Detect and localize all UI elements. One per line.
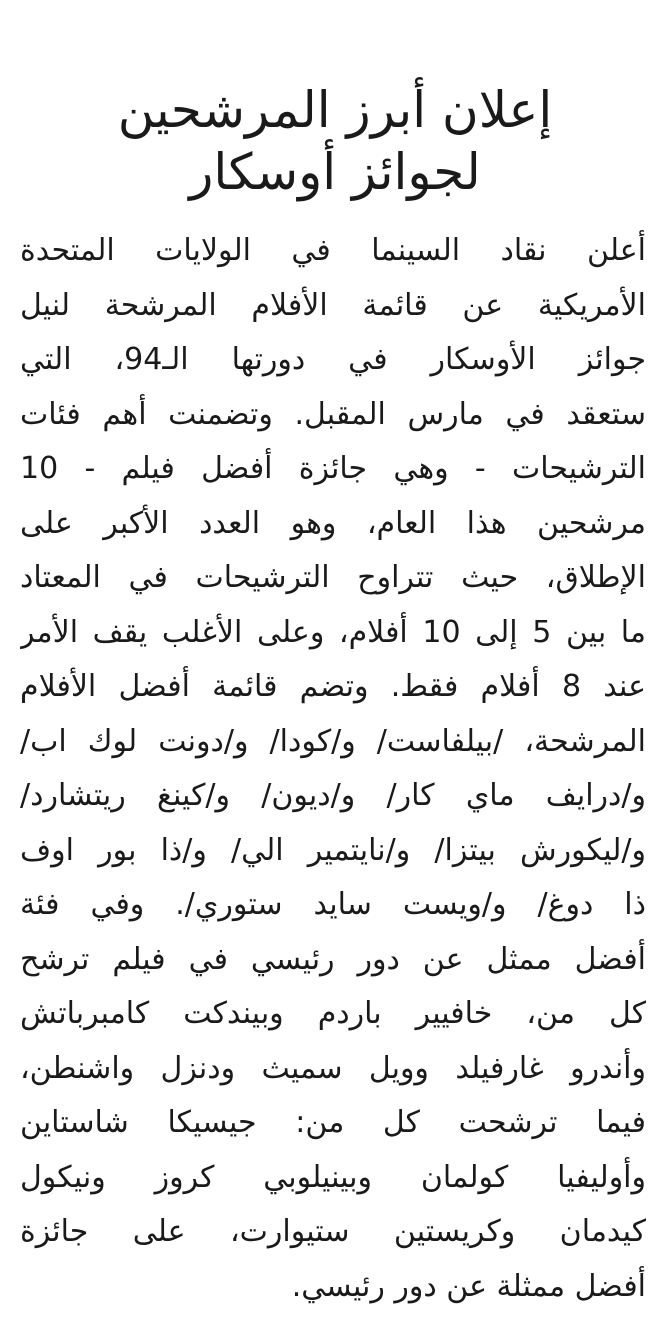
article-body [20, 224, 646, 1314]
headline-line-2: لجوائز أوسكار [189, 143, 481, 202]
body-line-16: وأندرو غارفيلد وويل سميث ودنزل واشنطن، [20, 1050, 646, 1086]
body-line-20: أفضل ممثلة عن دور رئيسي. [291, 1268, 646, 1304]
body-line-7: الإطلاق، حيث تتراوح الترشيحات في المعتاد [20, 560, 646, 595]
body-line-3: جوائز الأوسكار في دورتها الـ94، التي [20, 342, 646, 377]
body-line-18: وأوليفيا كولمان وبينيلوبي كروز ونيكول [20, 1159, 646, 1195]
body-line-13: ذا دوغ/ و/ويست سايد ستوري/. وفي فئة [20, 887, 646, 922]
body-line-11: و/درايف ماي كار/ و/ديون/ و/كينغ ريتشارد/ [20, 778, 646, 813]
body-line-10: المرشحة، /بيلفاست/ و/كودا/ و/دونت لوك اب/ [20, 723, 646, 759]
headline-line-1: إعلان أبرز المرشحين [117, 81, 553, 140]
article-headline [40, 79, 630, 203]
body-line-6: مرشحين هذا العام، وهو العدد الأكبر على [20, 505, 646, 541]
body-line-9: عند 8 أفلام فقط. وتضم قائمة أفضل الأفلام [20, 669, 646, 704]
body-line-2: الأمريكية عن قائمة الأفلام المرشحة لنيل [20, 287, 646, 323]
body-line-19: كيدمان وكريستين ستيوارت، على جائزة [20, 1214, 646, 1249]
body-line-15: كل من، خافيير باردم وبيندكت كامبرباتش [20, 996, 646, 1031]
body-line-1: أعلن نقاد السينما في الولايات المتحدة [20, 233, 646, 268]
body-line-5: الترشيحات - وهي جائزة أفضل فيلم - 10 [20, 451, 646, 486]
body-line-14: أفضل ممثل عن دور رئيسي في فيلم ترشح [20, 941, 646, 977]
body-line-8: ما بين 5 إلى 10 أفلام، وعلى الأغلب يقف الأمر [20, 614, 646, 650]
body-line-12: و/ليكورش بيتزا/ و/نايتمير الي/ و/ذا بور اوف [20, 832, 646, 868]
body-line-4: ستعقد في مارس المقبل. وتضمنت أهم فئات [20, 396, 646, 432]
body-line-17: فيما ترشحت كل من: جيسيكا شاستاين [20, 1105, 646, 1140]
